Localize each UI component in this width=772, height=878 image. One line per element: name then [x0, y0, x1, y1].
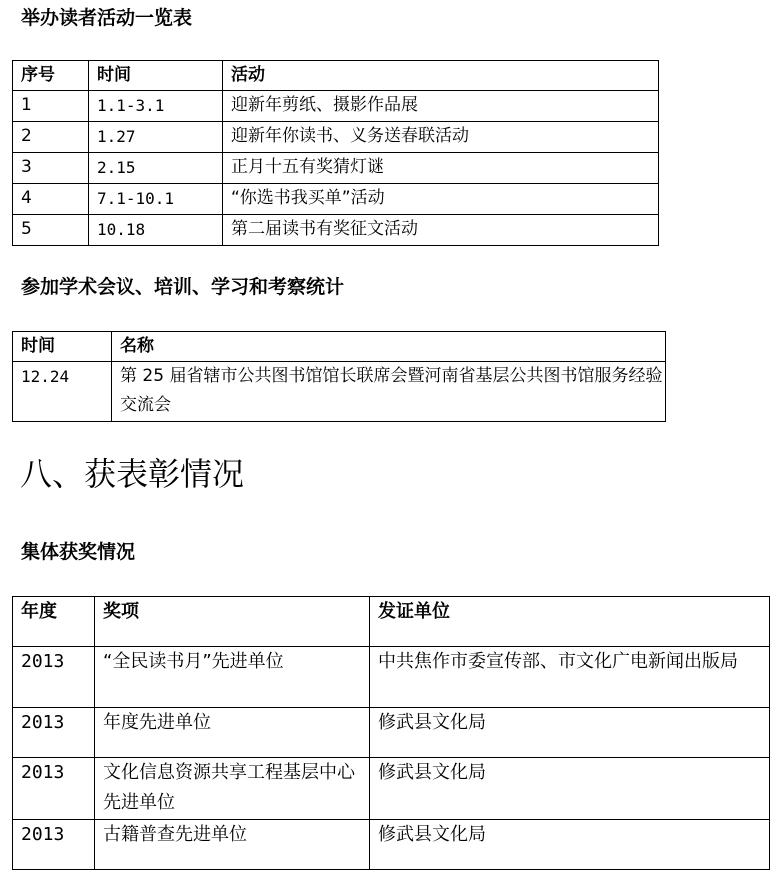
- table-cell: 正月十五有奖猜灯谜: [223, 153, 659, 184]
- column-header: 发证单位: [370, 597, 770, 647]
- table-cell: 12.24: [13, 362, 112, 422]
- table-row: [13, 758, 770, 820]
- table-cell: 第二届读书有奖征文活动: [223, 215, 659, 246]
- table-row: [13, 362, 666, 422]
- table-cell: 中共焦作市委宣传部、市文化广电新闻出版局: [370, 647, 770, 708]
- table-cell: 4: [13, 184, 89, 215]
- table-cell: 第 25 届省辖市公共图书馆馆长联席会暨河南省基层公共图书馆服务经验交流会: [112, 362, 666, 422]
- table-cell: 修武县文化局: [370, 758, 770, 820]
- awards-table: [12, 596, 770, 870]
- chapter-title: 八、获表彰情况: [20, 455, 245, 493]
- table-header-row: [13, 332, 666, 362]
- meetings-table: [12, 331, 666, 422]
- table-cell: 5: [13, 215, 89, 246]
- table-cell: 2: [13, 122, 89, 153]
- table-cell: 1.27: [89, 122, 223, 153]
- table-cell: 迎新年剪纸、摄影作品展: [223, 91, 659, 122]
- column-header: 活动: [223, 61, 659, 91]
- table-cell: 7.1-10.1: [89, 184, 223, 215]
- table-cell: 修武县文化局: [370, 820, 770, 870]
- column-header: 年度: [13, 597, 95, 647]
- table-cell: 2013: [13, 758, 95, 820]
- table-cell: 2013: [13, 820, 95, 870]
- table-cell: 3: [13, 153, 89, 184]
- table-cell: 古籍普查先进单位: [95, 820, 370, 870]
- column-header: 时间: [13, 332, 112, 362]
- table-row: [13, 708, 770, 758]
- awards-heading: 集体获奖情况: [21, 541, 136, 563]
- column-header: 时间: [89, 61, 223, 91]
- table-row: [13, 122, 659, 153]
- table-row: [13, 647, 770, 708]
- column-header: 名称: [112, 332, 666, 362]
- meetings-heading: 参加学术会议、培训、学习和考察统计: [21, 276, 345, 298]
- activities-heading: 举办读者活动一览表: [21, 7, 193, 29]
- table-cell: 迎新年你读书、义务送春联活动: [223, 122, 659, 153]
- table-cell: 文化信息资源共享工程基层中心先进单位: [95, 758, 370, 820]
- table-row: [13, 184, 659, 215]
- table-cell: 2013: [13, 647, 95, 708]
- table-cell: 2.15: [89, 153, 223, 184]
- table-cell: 修武县文化局: [370, 708, 770, 758]
- table-cell: 2013: [13, 708, 95, 758]
- table-cell: 年度先进单位: [95, 708, 370, 758]
- activities-table: [12, 60, 659, 246]
- table-header-row: [13, 597, 770, 647]
- table-cell: “全民读书月”先进单位: [95, 647, 370, 708]
- table-row: [13, 91, 659, 122]
- column-header: 奖项: [95, 597, 370, 647]
- table-cell: 10.18: [89, 215, 223, 246]
- table-header-row: [13, 61, 659, 91]
- table-row: [13, 820, 770, 870]
- table-row: [13, 215, 659, 246]
- column-header: 序号: [13, 61, 89, 91]
- table-row: [13, 153, 659, 184]
- table-cell: 1: [13, 91, 89, 122]
- table-cell: 1.1-3.1: [89, 91, 223, 122]
- table-cell: “你选书我买单”活动: [223, 184, 659, 215]
